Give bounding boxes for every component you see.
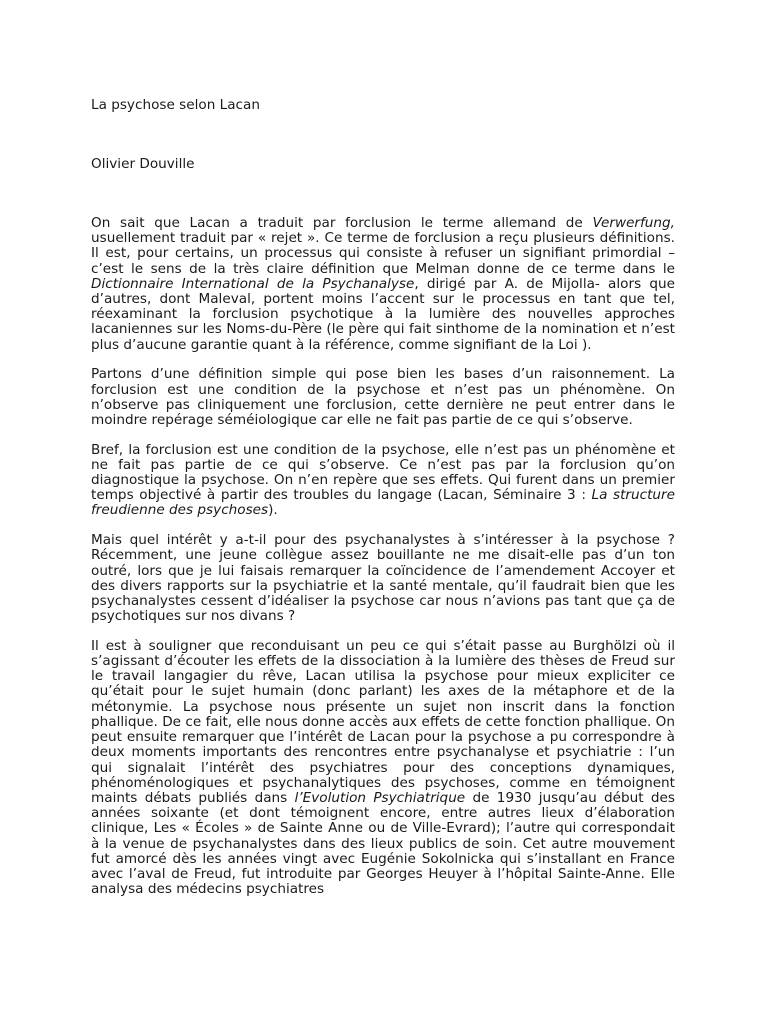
paragraph-5: [91, 639, 675, 897]
paragraph-1-italic-verwerfung: Verwerfung,: [592, 215, 675, 231]
document-title: La psychose selon Lacan: [91, 97, 260, 113]
paragraph-3: [91, 443, 675, 519]
paragraph-1: [91, 216, 675, 353]
paragraph-1-text-e: , dirigé par A. de Mijolla- alors que d’autres, dont Maleval, portent moins l’accent sur le processus en tant que tel, réexaminant la forclusion psychotique à la lumière des nouvelles approches lacaniennes sur les Noms-du-Père (le père qui fait sinthome de la nomination et n’est plus d’aucune garantie quant à la référence, comme signifiant de la Loi ).: [91, 275, 675, 353]
paragraph-3-text-c: ).: [268, 502, 278, 519]
paragraph-3-text-a: Bref, la forclusion est une condition de la psychose, elle n’est pas un phénomène et ne fait pas partie de ce qui s’observe. Ce n’est pas par la forclusion qu’on diagnostique la psychose. On n’en repère que ses effets. Qui furent dans un premier temps objectivé à partir des troubles du langage (Lacan, Séminaire 3 :: [91, 441, 675, 504]
paragraph-5-italic-journal: l’Evolution Psychiatrique: [294, 789, 466, 806]
document-body: [91, 216, 675, 897]
paragraph-1-italic-dictionnaire: Dictionnaire International de la Psychanalyse: [91, 275, 415, 292]
paragraph-5-text-a: Il est à souligner que reconduisant un peu ce qui s’était passe au Burghölzi où il s’agissant d’écouter les effets de la dissociation à la lumière des thèses de Freud sur le travail langagier du rêve, Lacan utilisa la psychose pour mieux expliciter ce qu’était pour le sujet humain (donc parlant) les axes de la métaphore et de la métonymie. La psychose nous présente un sujet non inscrit dans la fonction phallique. De ce fait, elle nous donne accès aux effets de cette fonction phallique. On peut ensuite remarquer que l’intérêt de Lacan pour la psychose a pu correspondre à deux moments importants des rencontres entre psychanalyse et psychiatrie : l’un qui signalait l’intérêt des psychiatres pour des conceptions dynamiques, phénoménologiques et psychanalytiques des psychoses, comme en témoignent maints débats publiés dans: [91, 637, 675, 806]
document-author: Olivier Douville: [91, 156, 195, 172]
paragraph-3-italic-seminar-title: La structure freudienne des psychoses: [91, 487, 675, 519]
paragraph-4: Mais quel intérêt y a-t-il pour des psychanalystes à s’intéresser à la psychose ? Récemment, une jeune collègue assez bouillante ne me disait-elle pas d’un ton outré, lors que je lui faisais remarquer la coïncidence de l’amendement Accoyer et des divers rapports sur la psychiatrie et la santé mentale, qu’il faudrait bien que les psychanalystes cessent d’idéaliser la psychose car nous n’avions pas tant que ça de psychotiques sur nos divans ?: [91, 532, 675, 625]
paragraph-1-text-a: On sait que Lacan a traduit par forclusion le terme allemand de: [91, 215, 593, 231]
paragraph-1-text-c: usuellement traduit par « rejet ». Ce terme de forclusion a reçu plusieurs définitions. Il est, pour certains, un processus qui consiste à refuser un signifiant primordial –c’est le sens de la très claire définition que Melman donne de ce terme dans le: [91, 230, 675, 277]
paragraph-2: Partons d’une définition simple qui pose bien les bases d’un raisonnement. La forclusion est une condition de la psychose et n’est pas un phénomène. On n’observe pas cliniquement une forclusion, cette dernière ne peut entrer dans le moindre repérage séméiologique car elle ne fait pas partie de ce qui s’observe.: [91, 366, 675, 428]
paragraph-5-text-c: de 1930 jusqu’au début des années soixante (et dont témoignent encore, entre autres lieux d’élaboration clinique, Les « Écoles » de Sainte Anne ou de Ville-Evrard); l’autre qui correspondait à la venue de psychanalystes dans des lieux publics de soin. Cet autre mouvement fut amorcé dès les années vingt avec Eugénie Sokolnicka qui s’installant en France avec l’aval de Freud, fut introduite par Georges Heuyer à l’hôpital Sainte-Anne. Elle analysa des médecins psychiatres: [91, 789, 675, 898]
